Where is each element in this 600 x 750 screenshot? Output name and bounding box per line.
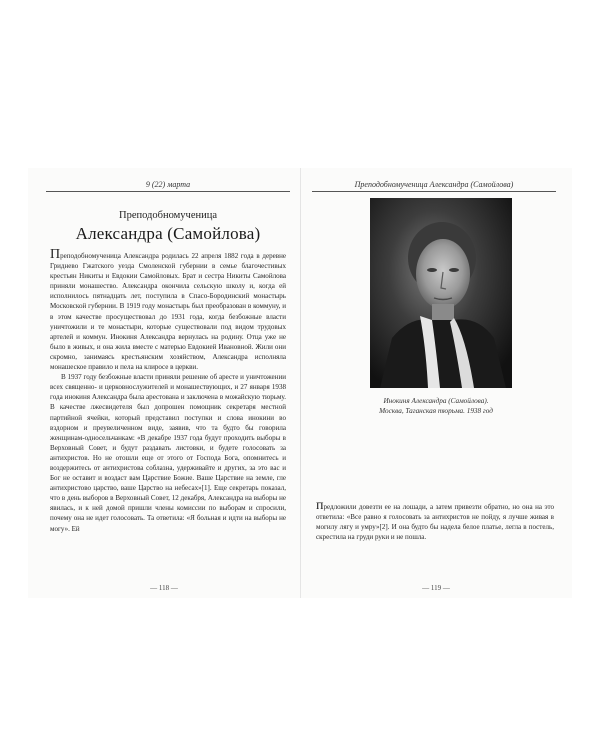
- right-page-body: [316, 498, 554, 542]
- running-head-right: Преподобномученица Александра (Самойлова): [312, 180, 556, 192]
- book-gutter: [300, 168, 301, 598]
- left-page-body: [50, 247, 286, 534]
- chapter-subtitle: Преподобномученица: [118, 210, 218, 221]
- running-head-left: 9 (22) марта: [46, 180, 290, 192]
- photo-caption: [320, 396, 552, 416]
- page-number-left: — 118 —: [150, 584, 178, 592]
- body-paragraph: В 1937 году безбожные власти приняли решение об аресте и уничтожении всех священно- и церковнослужителей и монашествующих, и 27 января 1938 года инокиня Александра была арестована и заключена в можайскую тюрьму. В качестве лжесвидетеля был допрошен помощник секретаря местной партийной ячейки, который представил поступки и слова инокини во вздорном и преувеличенном виде, заявив, что та будто бы говорила женщинам-односельчанкам: «В декабре 1937 года будут проходить выборы в Верховный Совет, и будут раздавать листовки, и будете голосовать за антихристов. Но не отошли еще от этого от Господа Бога, опомнитесь и воздержитесь от антихристова соблазна, удерживайте и других, за это вас и Бог не оставит и воздаст вам Царствие Божие. Ваше Царствие на земле, гле антихристово царство, ваше Царство на небесах»[1]. Еще секретарь показал, что в день выборов в Верховный Совет, 12 декабря, Александра на выборы не явилась, и к ней домой пришли члены комиссии по выборам и спросили, почему она не идет голосовать. Та ответила: «Я больная и идти на выборы не могу». Ей: [50, 373, 286, 533]
- body-paragraph: предложили довезти ее на лошади, а затем привезти обратно, но она на это ответила: «Все равно я голосовать за антихристов не пойду, я лучше живая в могилу лягу и умру»[2]. И она будто бы надела белое платье, легла в постель, скрестила на груди руки и не пошла.: [316, 498, 554, 542]
- portrait-photo: [370, 198, 512, 388]
- chapter-title: Александра (Самойлова): [75, 224, 261, 243]
- page-number-right: — 119 —: [422, 584, 450, 592]
- portrait-photo-icon: [370, 198, 512, 388]
- left-page: [28, 168, 300, 598]
- body-paragraph: Преподобномученица Александра родилась 22 апреля 1882 года в деревне Гриднево Гжатского уезда Смоленской губернии в семье благочестивых крестьян Никиты и Евдокии Самойловых. Брат и сестра Никиты Самойлова приняли монашество. Александра окончила сельскую школу и, когда ей исполнилось пятнадцать лет, поступила в Спасо-Бородинский монастырь Московской губернии. В 1919 году монастырь был преобразован в коммуну, и в этом качестве просуществовал до 1931 года, когда безбожные власти уничтожили и те монастыри, которые существовали под видом трудовых артелей и коммун. Инокиня Александра вернулась на родину. Отца уже не было в живых, и она жила вместе с матерью Евдокией Ивановной. Жили они скромно, занимаясь крестьянским хозяйством, Александра исполняла монашеское правило и пела на клиросе в церкви.: [50, 247, 286, 372]
- caption-line: Москва, Таганская тюрьма. 1938 год: [379, 407, 493, 415]
- right-page: [300, 168, 572, 598]
- caption-line: Инокиня Александра (Самойлова).: [383, 397, 489, 405]
